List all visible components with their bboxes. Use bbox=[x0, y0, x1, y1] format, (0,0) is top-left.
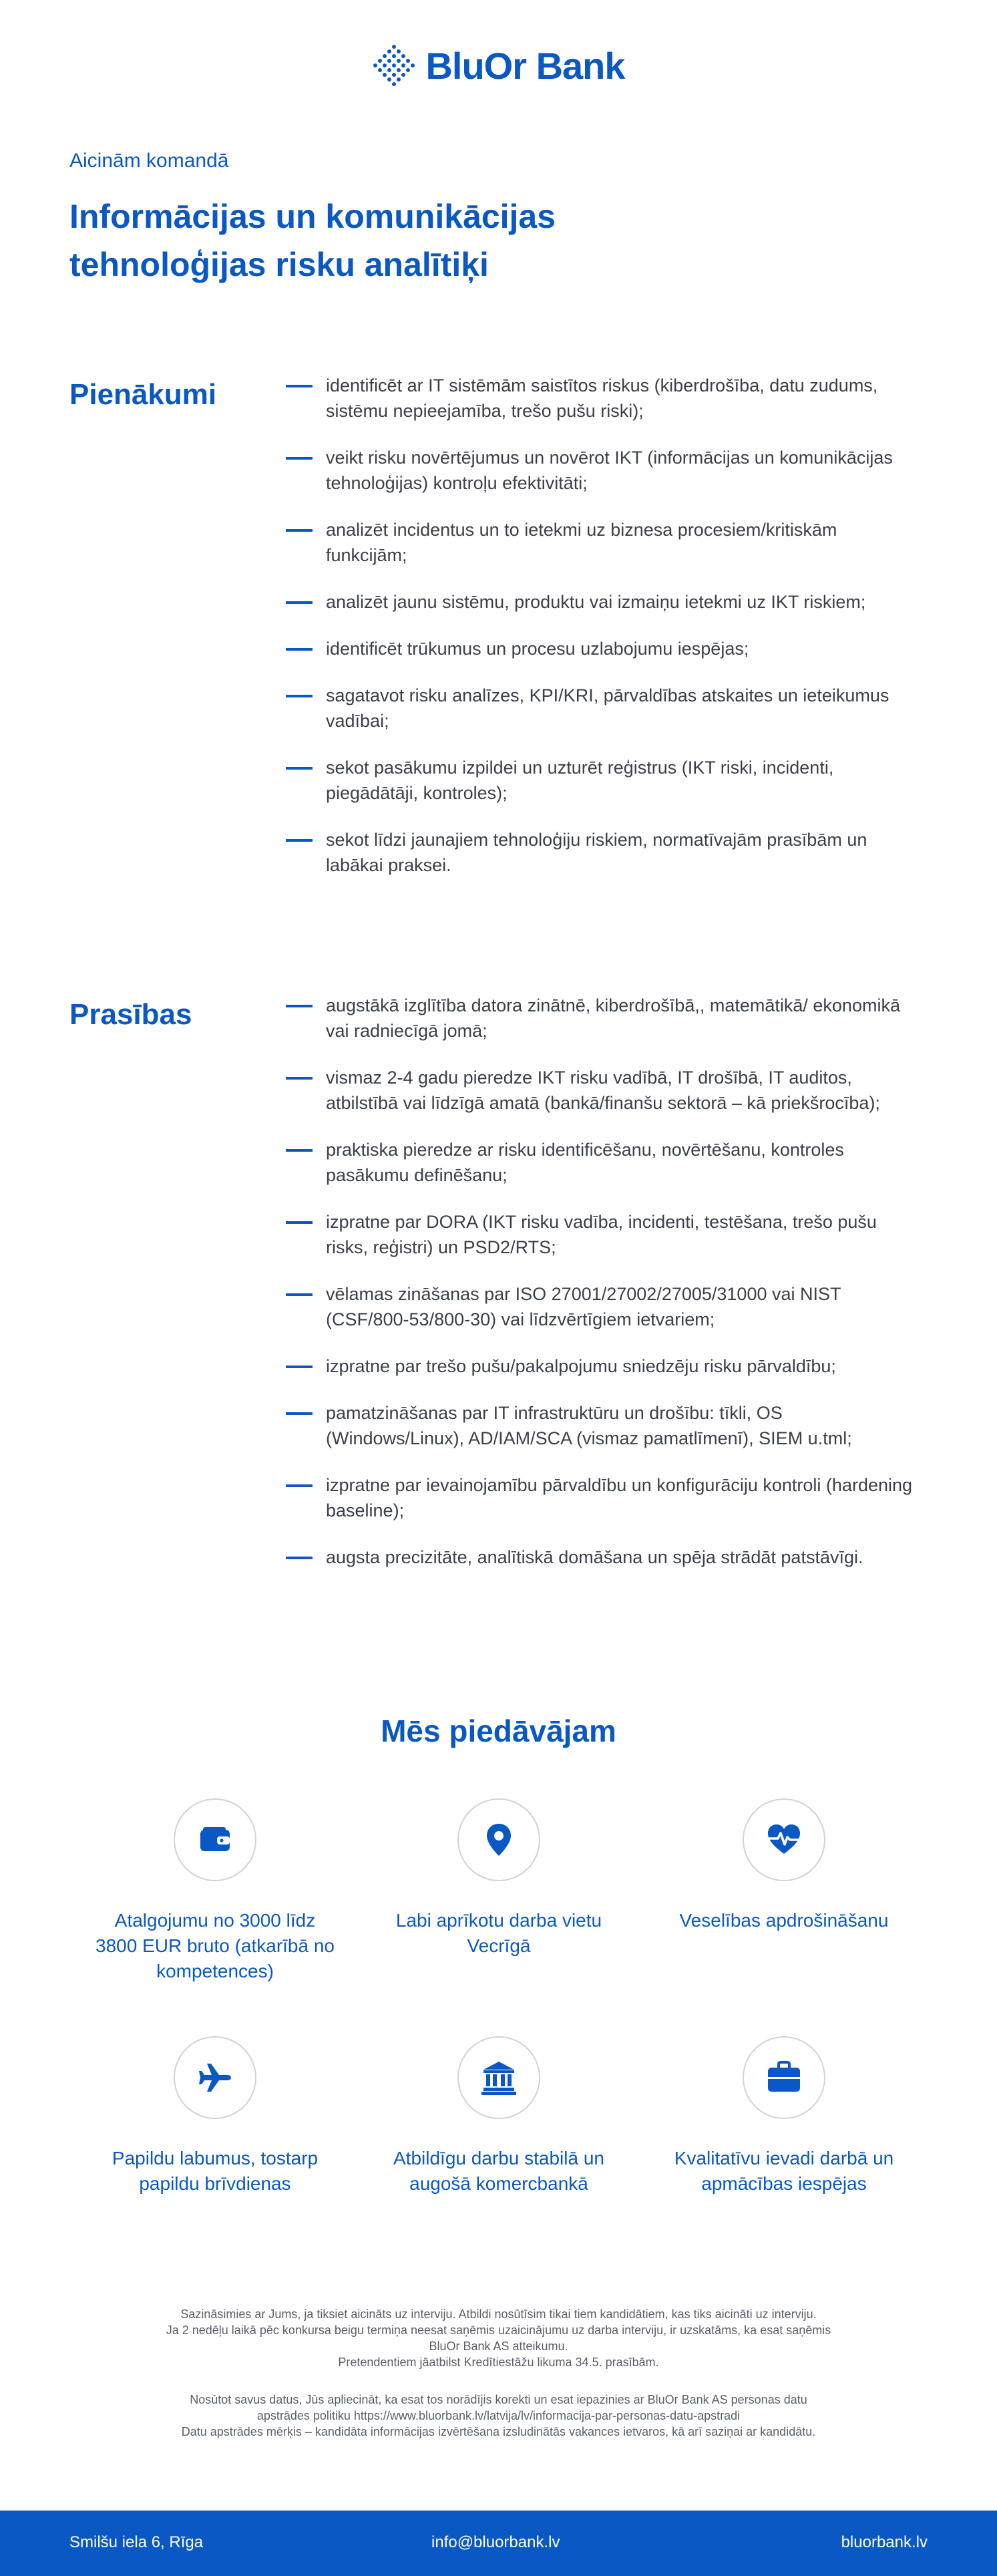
kicker-text: Aicinām komandā bbox=[69, 150, 229, 172]
brand-name: BluOr Bank bbox=[425, 44, 625, 87]
location-pin-icon bbox=[479, 1820, 518, 1859]
benefit-extras bbox=[95, 2036, 335, 2197]
job-title bbox=[69, 192, 670, 289]
benefit-label: Papildu labumus, tostarp papildu brīvdienas bbox=[112, 2148, 319, 2194]
requirements-title: Prasības bbox=[69, 998, 192, 1031]
footer-address: Smilšu iela 6, Rīga bbox=[69, 2533, 204, 2551]
requirements-item: pamatzināšanas par IT infrastruktūru un drošību: tīkli, OS (Windows/Linux), AD/IAM/SCA (vismaz pamatlīmenī), SIEM u.tml; bbox=[286, 1400, 914, 1451]
footer bbox=[0, 2511, 997, 2576]
benefit-health bbox=[664, 1798, 904, 1933]
duties-item: identificēt ar IT sistēmām saistītos riskus (kiberdrošība, datu zudums, sistēmu nepieejamība, trešo pušu riski); bbox=[286, 373, 914, 424]
airplane-icon bbox=[196, 2058, 234, 2097]
job-title-line-1: Informācijas un komunikācijas bbox=[69, 198, 556, 235]
wallet-icon bbox=[196, 1820, 234, 1859]
benefit-label: Atalgojumu no 3000 līdz 3800 EUR bruto (atkarībā no kompetences) bbox=[95, 1910, 335, 1981]
bank-building-icon bbox=[479, 2058, 518, 2097]
requirements-item: vismaz 2-4 gadu pieredze IKT risku vadībā, IT drošībā, IT auditos, atbilstībā vai līdzīgā amatā (bankā/finanšu sektorā – kā priekšrocība); bbox=[286, 1065, 914, 1116]
briefcase-icon bbox=[765, 2058, 803, 2097]
job-title-line-2: tehnoloģijas risku analītiķi bbox=[69, 246, 489, 283]
requirements-list bbox=[286, 993, 914, 1570]
brand-logo bbox=[0, 41, 997, 90]
requirements-item: praktiska pieredze ar risku identificēšanu, novērtēšanu, kontroles pasākumu definēšanu; bbox=[286, 1137, 914, 1188]
duties-item: sekot līdzi jaunajiem tehnoloģiju riskiem, normatīvajām prasībām un labākai praksei. bbox=[286, 827, 914, 878]
requirements-item: izpratne par ievainojamību pārvaldību un konfigurāciju kontroli (hardening baseline); bbox=[286, 1472, 914, 1523]
requirements-item: augstākā izglītība datora zinātnē, kiberdrošībā,, matemātikā/ ekonomikā vai radniecīgā jomā; bbox=[286, 993, 914, 1043]
requirements-item: vēlamas zināšanas par ISO 27001/27002/27005/31000 vai NIST (CSF/800-53/800-30) vai līdzvērtīgiem ietvariem; bbox=[286, 1281, 914, 1332]
heart-pulse-icon bbox=[765, 1820, 803, 1859]
requirements-item: izpratne par DORA (IKT risku vadība, incidenti, testēšana, trešo pušu risks, reģistri) un PSD2/RTS; bbox=[286, 1209, 914, 1260]
duties-item: identificēt trūkumus un procesu uzlabojumu iespējas; bbox=[286, 636, 914, 661]
benefit-workplace bbox=[379, 1798, 619, 1959]
benefit-bank bbox=[379, 2036, 619, 2197]
footer-website-link[interactable]: bluorbank.lv bbox=[841, 2533, 928, 2551]
benefit-label: Kvalitatīvu ievadi darbā un apmācības iespējas bbox=[674, 2148, 894, 2194]
duties-title: Pienākumi bbox=[69, 378, 217, 411]
benefit-label: Veselības apdrošināšanu bbox=[679, 1910, 889, 1931]
duties-item: analizēt jaunu sistēmu, produktu vai izmaiņu ietekmi uz IKT riskiem; bbox=[286, 589, 914, 615]
duties-item: veikt risku novērtējumus un novērot IKT (informācijas un komunikācijas tehnoloģijas) kontroļu efektivitāti; bbox=[286, 445, 914, 496]
duties-item: sagatavot risku analīzes, KPI/KRI, pārvaldības atskaites un ieteikumus vadībai; bbox=[286, 683, 914, 734]
contact-notice: Sazināsimies ar Jums, ja tiksiet aicināts uz interviju. Atbildi nosūtīsim tikai tiem kandidātiem, kas tiks aicināti uz interviju. Ja 2 nedēļu laikā pēc konkursa beigu termiņa neesat saņēmis uzaicinājumu uz darba interviju, ir uzskatāms, ka esat saņēmis BluOr Bank AS atteikumu. Pretendentiem jāatbilst Kredītiestāžu likuma 34.5. prasībām. bbox=[166, 2307, 831, 2369]
duties-list bbox=[286, 373, 914, 878]
requirements-item: izpratne par trešo pušu/pakalpojumu sniedzēju risku pārvaldību; bbox=[286, 1353, 914, 1379]
duties-item: sekot pasākumu izpildei un uzturēt reģistrus (IKT riski, incidenti, piegādātāji, kontroles); bbox=[286, 755, 914, 806]
duties-item: analizēt incidentus un to ietekmi uz biznesa procesiem/kritiskām funkcijām; bbox=[286, 517, 914, 568]
offer-title: Mēs piedāvājam bbox=[381, 1714, 616, 1748]
benefit-label: Labi aprīkotu darba vietu Vecrīgā bbox=[395, 1910, 602, 1956]
privacy-notice: Nosūtot savus datus, Jūs apliecināt, ka esat tos norādījis korekti un esat iepazinies ar BluOr Bank AS personas datu apstrādes politiku https://www.bluorbank.lv/latvija/lv/informacija-par-personas-datu-apstradi Datu apstrādes mērķis – kandidāta informācijas izvērtēšana izsludinātās vakances ietvaros, kā arī saziņai ar kandidātu. bbox=[181, 2393, 816, 2438]
requirements-item: augsta precizitāte, analītiskā domāšana un spēja strādāt patstāvīgi. bbox=[286, 1545, 914, 1570]
footer-email-link[interactable]: info@bluorbank.lv bbox=[431, 2533, 560, 2551]
logo-dots-icon bbox=[372, 43, 416, 88]
benefit-label: Atbildīgu darbu stabilā un augošā komercbankā bbox=[393, 2148, 604, 2194]
benefit-salary bbox=[95, 1798, 335, 1984]
benefit-training bbox=[664, 2036, 904, 2197]
